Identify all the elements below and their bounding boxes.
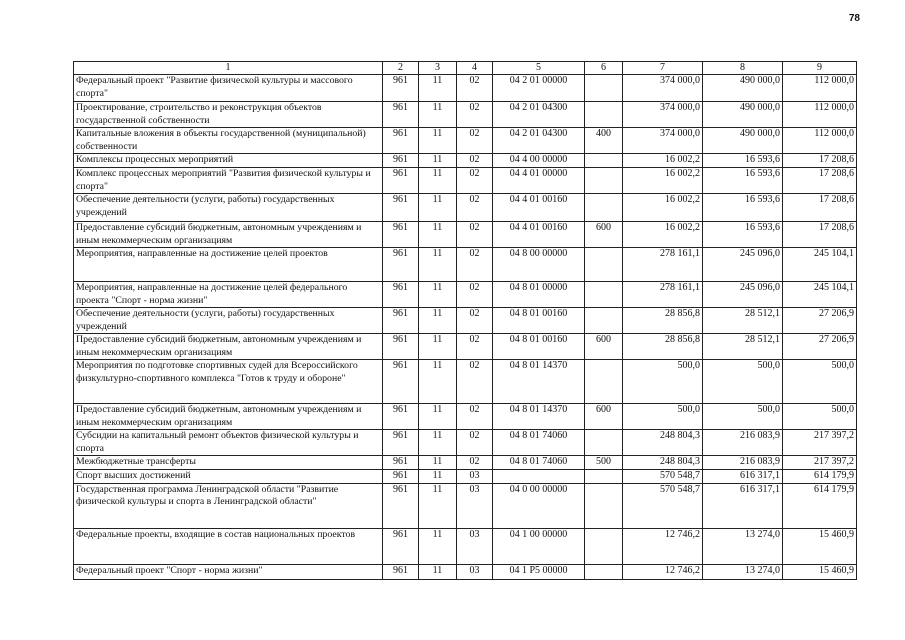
expense-type (585, 75, 623, 102)
target-code: 04 4 01 00160 (493, 194, 585, 222)
row-name: Федеральный проект "Спорт - норма жизни" (74, 564, 383, 579)
budget-table (73, 61, 857, 580)
col-2-value: 961 (383, 282, 419, 308)
col-4-value: 02 (457, 430, 493, 456)
col-4-value: 02 (457, 222, 493, 248)
amount-col-7: 16 002,2 (623, 194, 703, 222)
amount-col-8: 16 593,6 (703, 222, 783, 248)
col-4-value: 02 (457, 404, 493, 430)
col-3-value: 11 (419, 483, 457, 528)
col-4-value: 02 (457, 282, 493, 308)
target-code: 04 8 01 14370 (493, 360, 585, 404)
amount-col-9: 15 460,9 (783, 564, 857, 579)
col-2-value: 961 (383, 360, 419, 404)
col-3-value: 11 (419, 456, 457, 470)
amount-col-8: 13 274,0 (703, 564, 783, 579)
target-code: 04 2 01 00000 (493, 75, 585, 102)
col-2-value: 961 (383, 334, 419, 360)
row-name: Субсидии на капитальный ремонт объектов физической культуры и спорта (74, 430, 383, 456)
target-code (493, 470, 585, 484)
table-row (74, 456, 857, 470)
col-3-value: 11 (419, 248, 457, 282)
col-3-value: 11 (419, 470, 457, 484)
col-2-value: 961 (383, 456, 419, 470)
expense-type (585, 102, 623, 128)
col-2-value: 961 (383, 128, 419, 154)
row-name: Государственная программа Ленинградской области "Развитие физической культуры и спорта в Ленинградской области" (74, 483, 383, 528)
amount-col-8: 16 593,6 (703, 194, 783, 222)
col-2-value: 961 (383, 75, 419, 102)
amount-col-7: 12 746,2 (623, 528, 703, 564)
amount-col-8: 616 317,1 (703, 483, 783, 528)
expense-type (585, 430, 623, 456)
amount-col-7: 16 002,2 (623, 168, 703, 194)
amount-col-8: 245 096,0 (703, 248, 783, 282)
amount-col-9: 614 179,9 (783, 483, 857, 528)
amount-col-9: 500,0 (783, 404, 857, 430)
expense-type (585, 168, 623, 194)
table-row (74, 154, 857, 168)
row-name: Мероприятия, направленные на достижение целей федерального проекта "Спорт - норма жизни" (74, 282, 383, 308)
target-code: 04 8 01 74060 (493, 456, 585, 470)
row-name: Федеральные проекты, входящие в состав национальных проектов (74, 528, 383, 564)
target-code: 04 4 00 00000 (493, 154, 585, 168)
row-name: Капитальные вложения в объекты государственной (муниципальной) собственности (74, 128, 383, 154)
expense-type (585, 154, 623, 168)
col-2-value: 961 (383, 528, 419, 564)
amount-col-9: 17 208,6 (783, 194, 857, 222)
amount-col-8: 216 083,9 (703, 456, 783, 470)
col-3-value: 11 (419, 128, 457, 154)
amount-col-7: 500,0 (623, 360, 703, 404)
col-4-value: 02 (457, 456, 493, 470)
table-row (74, 430, 857, 456)
table-row (74, 308, 857, 334)
row-name: Федеральный проект "Развитие физической культуры и массового спорта" (74, 75, 383, 102)
col-3-value: 11 (419, 282, 457, 308)
table-row (74, 564, 857, 579)
col-4-value: 02 (457, 334, 493, 360)
col-2-value: 961 (383, 470, 419, 484)
col-3-value: 11 (419, 404, 457, 430)
target-code: 04 2 01 04300 (493, 102, 585, 128)
amount-col-8: 490 000,0 (703, 102, 783, 128)
amount-col-9: 112 000,0 (783, 102, 857, 128)
amount-col-7: 374 000,0 (623, 128, 703, 154)
col-2-value: 961 (383, 483, 419, 528)
amount-col-8: 490 000,0 (703, 128, 783, 154)
row-name: Мероприятия по подготовке спортивных судей для Всероссийского физкультурно-спортивного комплекса "Готов к труду и обороне" (74, 360, 383, 404)
target-code: 04 8 01 00000 (493, 282, 585, 308)
column-header: 7 (623, 62, 703, 75)
table-row (74, 528, 857, 564)
table-row (74, 470, 857, 484)
table-row (74, 248, 857, 282)
target-code: 04 1 P5 00000 (493, 564, 585, 579)
amount-col-9: 17 208,6 (783, 168, 857, 194)
page-number: 78 (848, 13, 860, 24)
target-code: 04 8 01 14370 (493, 404, 585, 430)
expense-type (585, 360, 623, 404)
amount-col-8: 245 096,0 (703, 282, 783, 308)
amount-col-8: 500,0 (703, 404, 783, 430)
col-4-value: 02 (457, 154, 493, 168)
column-header: 3 (419, 62, 457, 75)
expense-type: 500 (585, 456, 623, 470)
amount-col-9: 245 104,1 (783, 248, 857, 282)
amount-col-8: 216 083,9 (703, 430, 783, 456)
row-name: Предоставление субсидий бюджетным, автономным учреждениям и иным некоммерческим организациям (74, 334, 383, 360)
amount-col-7: 28 856,8 (623, 334, 703, 360)
target-code: 04 8 01 00160 (493, 334, 585, 360)
row-name: Комплексы процессных мероприятий (74, 154, 383, 168)
amount-col-8: 490 000,0 (703, 75, 783, 102)
col-3-value: 11 (419, 75, 457, 102)
target-code: 04 4 01 00000 (493, 168, 585, 194)
table-row (74, 168, 857, 194)
col-2-value: 961 (383, 430, 419, 456)
row-name: Межбюджетные трансферты (74, 456, 383, 470)
amount-col-9: 17 208,6 (783, 154, 857, 168)
expense-type: 400 (585, 128, 623, 154)
expense-type: 600 (585, 404, 623, 430)
col-3-value: 11 (419, 430, 457, 456)
amount-col-7: 278 161,1 (623, 282, 703, 308)
amount-col-8: 616 317,1 (703, 470, 783, 484)
table-row (74, 483, 857, 528)
col-4-value: 03 (457, 470, 493, 484)
amount-col-7: 248 804,3 (623, 456, 703, 470)
col-4-value: 03 (457, 528, 493, 564)
col-2-value: 961 (383, 248, 419, 282)
col-4-value: 02 (457, 128, 493, 154)
col-3-value: 11 (419, 528, 457, 564)
expense-type (585, 470, 623, 484)
row-name: Предоставление субсидий бюджетным, автономным учреждениям и иным некоммерческим организациям (74, 404, 383, 430)
col-3-value: 11 (419, 222, 457, 248)
expense-type (585, 248, 623, 282)
col-2-value: 961 (383, 154, 419, 168)
row-name: Обеспечение деятельности (услуги, работы) государственных учреждений (74, 308, 383, 334)
table-row (74, 194, 857, 222)
table-row (74, 404, 857, 430)
col-3-value: 11 (419, 564, 457, 579)
expense-type: 600 (585, 334, 623, 360)
row-name: Комплекс процессных мероприятий "Развития физической культуры и спорта" (74, 168, 383, 194)
row-name: Обеспечение деятельности (услуги, работы) государственных учреждений (74, 194, 383, 222)
row-name: Спорт высших достижений (74, 470, 383, 484)
amount-col-8: 13 274,0 (703, 528, 783, 564)
amount-col-9: 217 397,2 (783, 456, 857, 470)
expense-type (585, 528, 623, 564)
col-2-value: 961 (383, 102, 419, 128)
amount-col-8: 16 593,6 (703, 154, 783, 168)
col-3-value: 11 (419, 194, 457, 222)
col-4-value: 02 (457, 102, 493, 128)
amount-col-9: 15 460,9 (783, 528, 857, 564)
col-3-value: 11 (419, 308, 457, 334)
header-row (74, 62, 857, 75)
col-4-value: 02 (457, 248, 493, 282)
column-header: 1 (74, 62, 383, 75)
target-code: 04 4 01 00160 (493, 222, 585, 248)
amount-col-8: 16 593,6 (703, 168, 783, 194)
target-code: 04 1 00 00000 (493, 528, 585, 564)
amount-col-7: 248 804,3 (623, 430, 703, 456)
amount-col-7: 374 000,0 (623, 75, 703, 102)
column-header: 9 (783, 62, 857, 75)
amount-col-7: 16 002,2 (623, 222, 703, 248)
table-row (74, 222, 857, 248)
table-row (74, 360, 857, 404)
table-row (74, 75, 857, 102)
col-2-value: 961 (383, 308, 419, 334)
amount-col-8: 28 512,1 (703, 308, 783, 334)
column-header: 8 (703, 62, 783, 75)
amount-col-9: 27 206,9 (783, 308, 857, 334)
col-2-value: 961 (383, 194, 419, 222)
amount-col-9: 245 104,1 (783, 282, 857, 308)
amount-col-7: 16 002,2 (623, 154, 703, 168)
row-name: Мероприятия, направленные на достижение целей проектов (74, 248, 383, 282)
amount-col-8: 500,0 (703, 360, 783, 404)
col-4-value: 02 (457, 194, 493, 222)
amount-col-7: 28 856,8 (623, 308, 703, 334)
amount-col-9: 217 397,2 (783, 430, 857, 456)
amount-col-7: 278 161,1 (623, 248, 703, 282)
amount-col-7: 500,0 (623, 404, 703, 430)
row-name: Предоставление субсидий бюджетным, автономным учреждениям и иным некоммерческим организациям (74, 222, 383, 248)
target-code: 04 8 01 00160 (493, 308, 585, 334)
amount-col-9: 614 179,9 (783, 470, 857, 484)
amount-col-7: 12 746,2 (623, 564, 703, 579)
col-4-value: 02 (457, 168, 493, 194)
target-code: 04 0 00 00000 (493, 483, 585, 528)
col-4-value: 02 (457, 360, 493, 404)
amount-col-8: 28 512,1 (703, 334, 783, 360)
col-2-value: 961 (383, 564, 419, 579)
amount-col-9: 500,0 (783, 360, 857, 404)
expense-type (585, 194, 623, 222)
column-header: 6 (585, 62, 623, 75)
expense-type (585, 282, 623, 308)
expense-type: 600 (585, 222, 623, 248)
expense-type (585, 564, 623, 579)
expense-type (585, 308, 623, 334)
col-2-value: 961 (383, 168, 419, 194)
col-3-value: 11 (419, 154, 457, 168)
col-3-value: 11 (419, 334, 457, 360)
target-code: 04 8 01 74060 (493, 430, 585, 456)
col-3-value: 11 (419, 102, 457, 128)
row-name: Проектирование, строительство и реконструкция объектов государственной собственности (74, 102, 383, 128)
amount-col-7: 570 548,7 (623, 483, 703, 528)
col-2-value: 961 (383, 404, 419, 430)
amount-col-9: 17 208,6 (783, 222, 857, 248)
target-code: 04 2 01 04300 (493, 128, 585, 154)
col-4-value: 02 (457, 308, 493, 334)
col-4-value: 03 (457, 483, 493, 528)
col-4-value: 03 (457, 564, 493, 579)
col-4-value: 02 (457, 75, 493, 102)
table-row (74, 282, 857, 308)
table-row (74, 102, 857, 128)
expense-type (585, 483, 623, 528)
column-header: 4 (457, 62, 493, 75)
table-row (74, 128, 857, 154)
amount-col-9: 112 000,0 (783, 128, 857, 154)
amount-col-9: 27 206,9 (783, 334, 857, 360)
column-header: 5 (493, 62, 585, 75)
amount-col-9: 112 000,0 (783, 75, 857, 102)
table-row (74, 334, 857, 360)
col-2-value: 961 (383, 222, 419, 248)
target-code: 04 8 00 00000 (493, 248, 585, 282)
column-header: 2 (383, 62, 419, 75)
col-3-value: 11 (419, 168, 457, 194)
amount-col-7: 374 000,0 (623, 102, 703, 128)
col-3-value: 11 (419, 360, 457, 404)
amount-col-7: 570 548,7 (623, 470, 703, 484)
